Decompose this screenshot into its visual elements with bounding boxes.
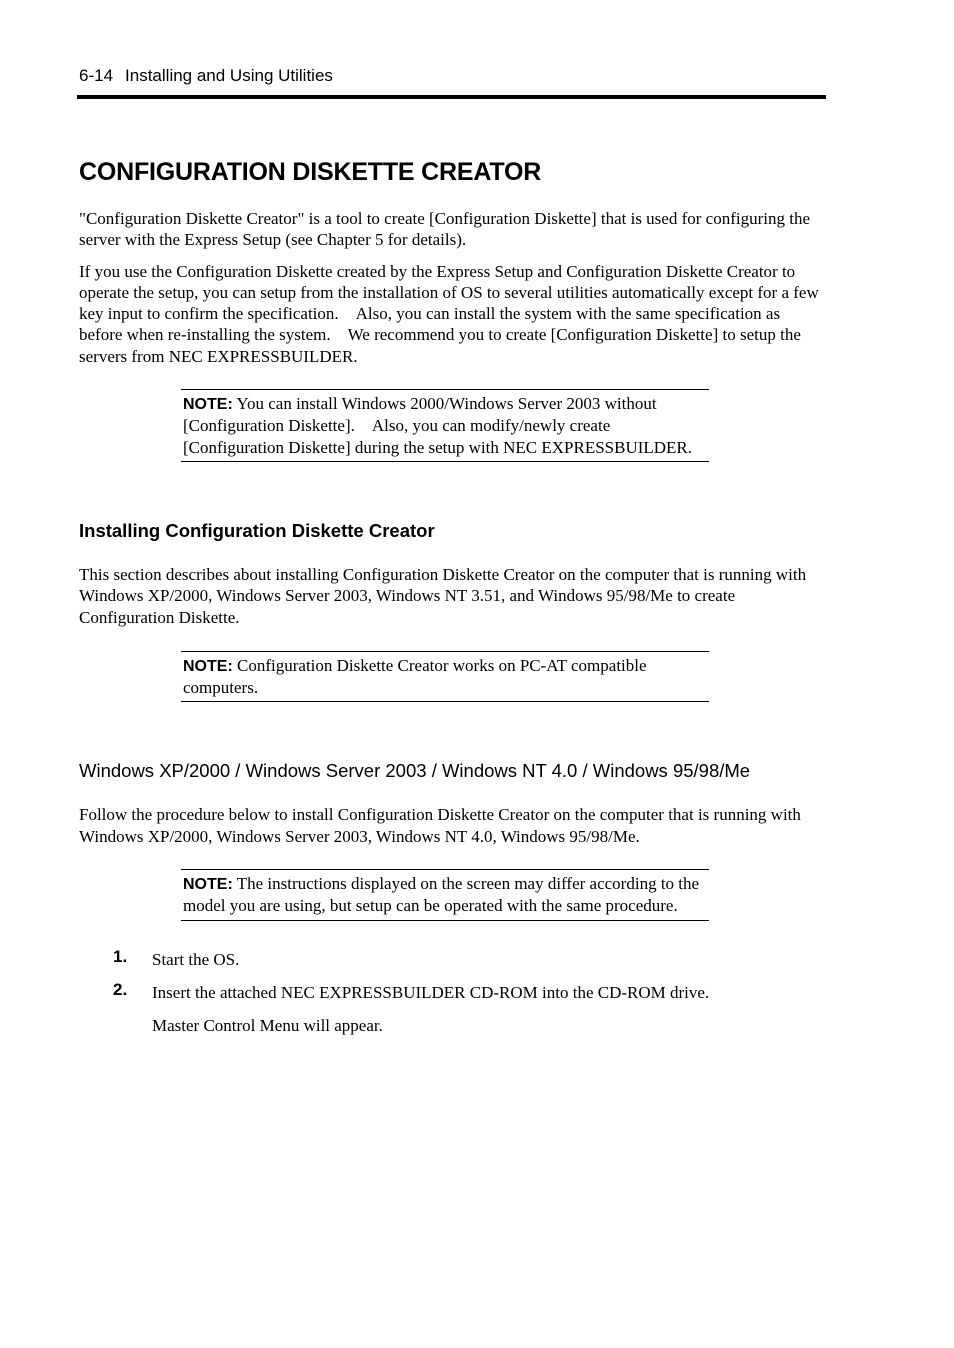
note-box — [181, 389, 709, 462]
note-box — [181, 869, 709, 921]
header-rule — [77, 95, 826, 99]
intro-paragraph-2: If you use the Configuration Diskette created by the Express Setup and Configuration Diskette Creator to operate the setup, you can setup from the installation of OS to several utilities automatically except for a few key input to confirm the specification. Also, you can install the system with the same specification as before when re-installing the system. We recommend you to create [Configuration Diskette] to setup the servers from NEC EXPRESSBUILDER. — [79, 261, 819, 366]
step-number: 1. — [113, 946, 128, 966]
page-title: CONFIGURATION DISKETTE CREATOR — [79, 158, 542, 186]
step-text: Start the OS. — [152, 949, 240, 969]
note-label: NOTE: — [183, 396, 233, 414]
step-followup-text: Master Control Menu will appear. — [152, 1016, 383, 1036]
section-heading-installing: Installing Configuration Diskette Creator — [79, 519, 435, 541]
installing-paragraph: This section describes about installing Configuration Diskette Creator on the computer that is running with Windows XP/2000, Windows Server 2003, Windows NT 3.51, and Windows 95/98/Me to create Configuration Diskette. — [79, 564, 807, 627]
note-text: You can install Windows 2000/Windows Server 2003 without [Configuration Diskette]. Also, you can modify/newly create [Configuration Diskette] during the setup with NEC EXPRESSBUILDER. — [183, 394, 693, 457]
note-label: NOTE: — [183, 657, 233, 675]
step-item — [79, 979, 824, 1003]
page-content — [79, 154, 824, 1037]
note-text: The instructions displayed on the screen may differ according to the model you are using, but setup can be operated with the same procedure. — [183, 874, 700, 916]
page-number: 6-14 — [79, 66, 114, 85]
note-label: NOTE: — [183, 876, 233, 894]
step-number: 2. — [113, 979, 128, 999]
note-box — [181, 651, 709, 703]
running-header — [79, 66, 333, 86]
windows-paragraph: Follow the procedure below to install Configuration Diskette Creator on the computer that is running with Windows XP/2000, Windows Server 2003, Windows NT 4.0, Windows 95/98/Me. — [79, 805, 801, 846]
note-text: Configuration Diskette Creator works on PC-AT compatible computers. — [183, 655, 647, 698]
subsection-heading-windows: Windows XP/2000 / Windows Server 2003 / Windows NT 4.0 / Windows 95/98/Me — [79, 760, 751, 782]
step-item — [79, 946, 824, 970]
intro-paragraph-1: "Configuration Diskette Creator" is a tool to create [Configuration Diskette] that is used for configuring the server with the Express Setup (see Chapter 5 for details). — [79, 209, 810, 250]
step-text: Insert the attached NEC EXPRESSBUILDER CD-ROM into the CD-ROM drive. — [152, 982, 710, 1002]
running-header-title: Installing and Using Utilities — [125, 66, 333, 85]
